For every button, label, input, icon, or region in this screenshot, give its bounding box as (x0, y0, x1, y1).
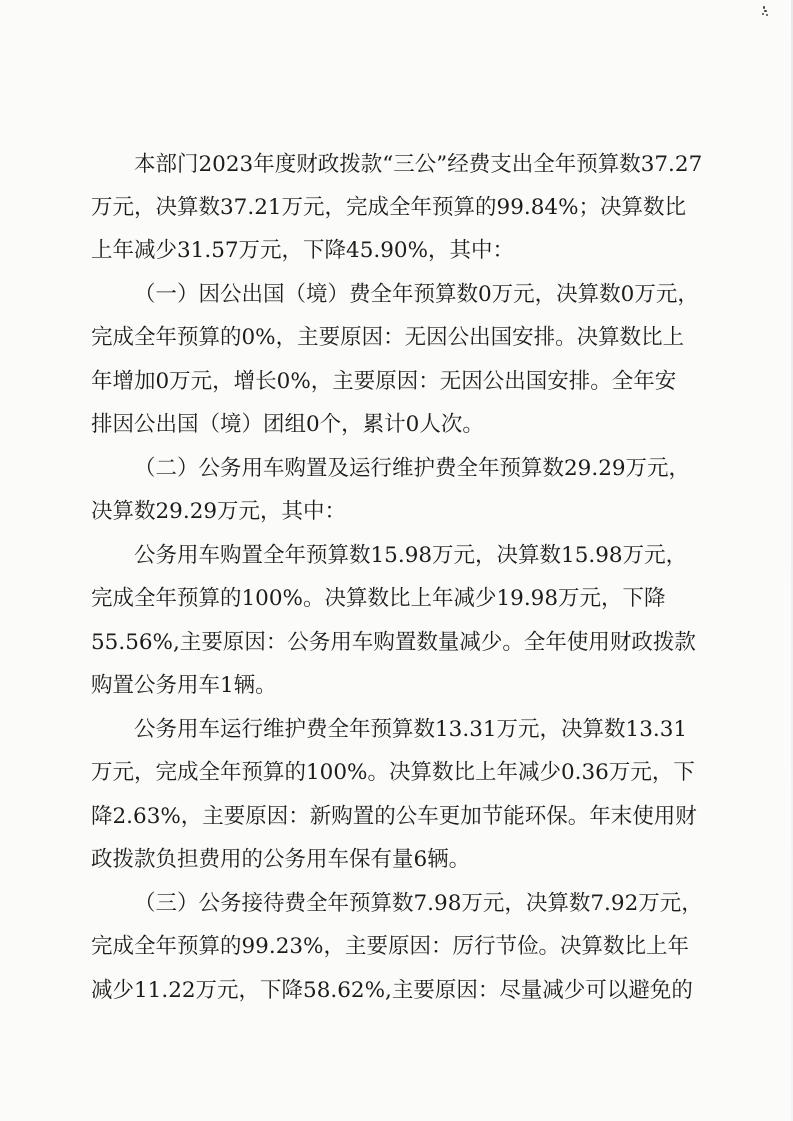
text-line-9: 决算数29.29万元，其中： (91, 499, 347, 524)
text-line-17: 政拨款负担费用的公务用车保有量6辆。 (91, 847, 471, 872)
text-line-10: 公务用车购置全年预算数15.98万元，决算数15.98万元， (134, 543, 688, 568)
text-line-1: 本部门2023年度财政拨款“三公”经费支出全年预算数37.27 (134, 152, 703, 177)
text-line-15: 万元，完成全年预算的100%。决算数比上年减少0.36万元，下 (91, 760, 695, 785)
text-line-19: 完成全年预算的99.23%，主要原因：厉行节俭。决算数比上年 (91, 934, 689, 959)
text-line-8: （二）公务用车购置及运行维护费全年预算数29.29万元， (134, 456, 691, 481)
text-line-11: 完成全年预算的100%。决算数比上年减少19.98万元，下降 (91, 586, 666, 611)
text-line-2: 万元，决算数37.21万元，完成全年预算的99.84%；决算数比 (91, 195, 687, 220)
text-line-6: 年增加0万元，增长0%，主要原因：无因公出国安排。全年安 (91, 369, 677, 394)
text-line-3: 上年减少31.57万元，下降45.90%，其中： (91, 238, 515, 263)
text-line-16: 降2.63%，主要原因：新购置的公车更加节能环保。年末使用财 (91, 804, 697, 829)
scan-speck-mark (762, 6, 768, 16)
text-line-14: 公务用车运行维护费全年预算数13.31万元，决算数13.31 (134, 717, 688, 742)
text-line-5: 完成全年预算的0%，主要原因：无因公出国安排。决算数比上 (91, 325, 685, 350)
text-line-20: 减少11.22万元，下降58.62%,主要原因：尽量减少可以避免的 (91, 978, 693, 1003)
text-line-4: （一）因公出国（境）费全年预算数0万元，决算数0万元， (134, 282, 699, 307)
text-line-18: （三）公务接待费全年预算数7.98万元，决算数7.92万元， (134, 891, 703, 916)
text-line-13: 购置公务用车1辆。 (91, 673, 277, 698)
text-line-12: 55.56%,主要原因：公务用车购置数量减少。全年使用财政拨款 (91, 630, 696, 655)
text-line-7: 排因公出国（境）团组0个，累计0人次。 (91, 412, 484, 437)
